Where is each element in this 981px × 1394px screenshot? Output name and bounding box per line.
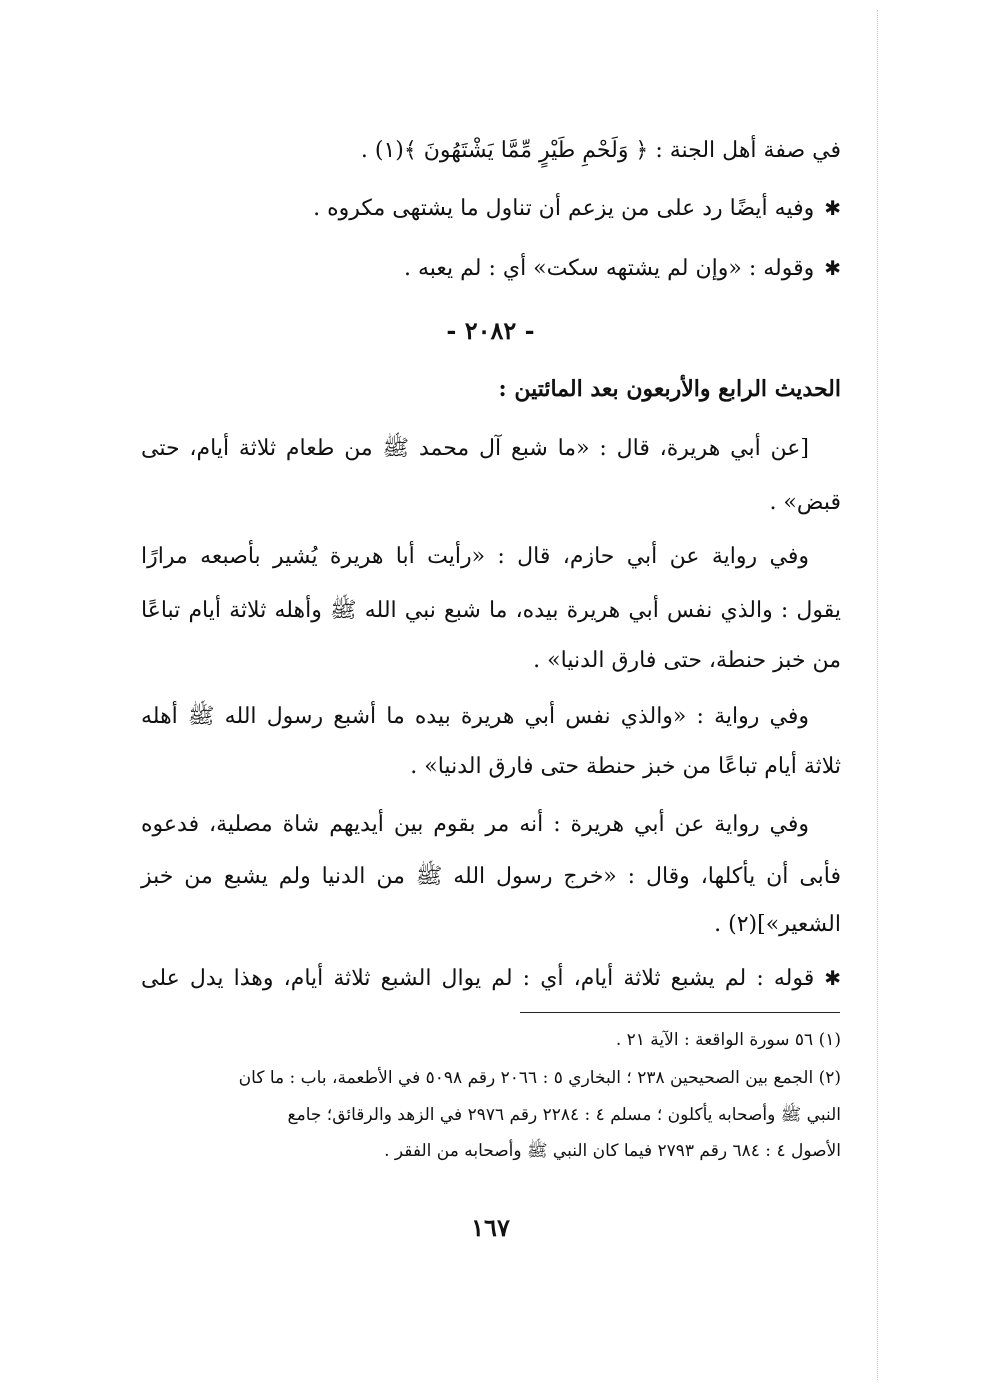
footnote-1: (١) ٥٦ سورة الواقعة : الآية ٢١ . — [615, 1030, 841, 1050]
paragraph-4-line-3: الشعير»](٢) . — [714, 912, 841, 937]
paragraph-1-line-2: قبض» . — [769, 490, 841, 515]
scan-edge-mark — [877, 10, 878, 1380]
hadith-number: - ٢٠٨٢ - — [446, 316, 535, 345]
paragraph-2-line-1: وفي رواية عن أبي حازم، قال : «رأيت أبا هريرة يُشير بأصبعه مرارًا — [141, 544, 809, 569]
remark-text-1: وفيه أيضًا رد على من يزعم أن تناول ما يشتهى مكروه . — [313, 196, 815, 221]
paragraph-4-line-2: فأبى أن يأكلها، وقال : «خرج رسول الله ﷺ من الدنيا ولم يشبع من خبز — [141, 864, 841, 889]
text-line-quran-verse: في صفة أهل الجنة : ﴿ وَلَحْمِ طَيْرٍ مِّمَّا يَشْتَهُونَ ﴾(١) . — [360, 138, 841, 163]
remark-line-2 — [141, 256, 841, 281]
paragraph-2-line-2: يقول : والذي نفس أبي هريرة بيده، ما شبع نبي الله ﷺ وأهله ثلاثة أيام تباعًا — [141, 598, 841, 623]
remark-text-2: وقوله : «وإن لم يشتهه سكت» أي : لم يعبه . — [403, 256, 815, 281]
paragraph-5-text: قوله : لم يشبع ثلاثة أيام، أي : لم يوال الشبع ثلاثة أيام، وهذا يدل على — [141, 966, 815, 991]
paragraph-1-line-1: [عن أبي هريرة، قال : «ما شبع آل محمد ﷺ من طعام ثلاثة أيام، حتى — [141, 436, 809, 461]
star-bullet-icon: ✱ — [824, 966, 841, 990]
paragraph-3-line-1: وفي رواية : «والذي نفس أبي هريرة بيده ما أشبع رسول الله ﷺ أهله — [141, 704, 809, 729]
footnote-2-line-1: (٢) الجمع بين الصحيحين ٢٣٨ ؛ البخاري ٥ : ٢٠٦٦ رقم ٥٠٩٨ في الأطعمة، باب : ما كان — [238, 1068, 841, 1088]
star-bullet-icon: ✱ — [824, 196, 841, 220]
footnote-2-line-2: النبي ﷺ وأصحابه يأكلون ؛ مسلم ٤ : ٢٢٨٤ رقم ٢٩٧٦ في الزهد والرقائق؛ جامع — [287, 1105, 841, 1125]
remark-line-1 — [141, 196, 841, 221]
paragraph-4-line-1: وفي رواية عن أبي هريرة : أنه مر بقوم بين أيديهم شاة مصلية، فدعوه — [141, 812, 809, 837]
footnote-divider — [520, 1012, 840, 1013]
hadith-heading: الحديث الرابع والأربعون بعد المائتين : — [498, 376, 841, 402]
paragraph-3-line-2: ثلاثة أيام تباعًا من خبز حنطة حتى فارق الدنيا» . — [410, 754, 841, 779]
star-bullet-icon: ✱ — [824, 256, 841, 280]
paragraph-5-line-1 — [141, 966, 841, 991]
page-number: ١٦٧ — [471, 1213, 510, 1242]
paragraph-2-line-3: من خبز حنطة، حتى فارق الدنيا» . — [533, 648, 841, 673]
footnote-2-line-3: الأصول ٤ : ٦٨٤ رقم ٢٧٩٣ فيما كان النبي ﷺ وأصحابه من الفقر . — [384, 1141, 841, 1161]
